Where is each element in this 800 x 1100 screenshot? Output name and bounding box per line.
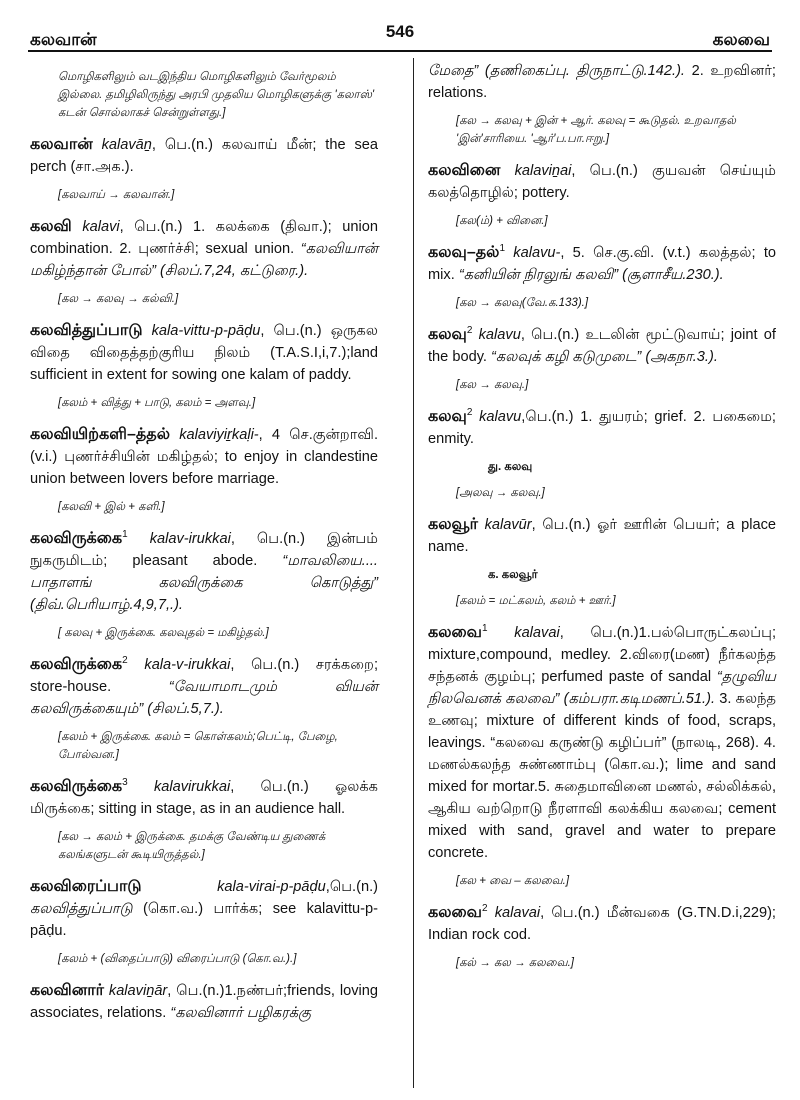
entry-definition: , பெ.(n.) ஓலக்க மிருக்கை; sitting in stage, as in an audience hall. <box>30 779 378 817</box>
headword: கலவு <box>428 326 467 343</box>
entry-definition-cont: (கொ.வ.) பார்க்க; see kalavittu-p-pāḍu. <box>30 901 378 939</box>
headword: கலவிரைப்பாடு <box>30 878 142 895</box>
etymology-note: [கலம் = மட்கலம், கலம் + ஊர்.] <box>456 595 616 607</box>
dictionary-entry <box>428 622 776 864</box>
headword: கலவூர் <box>428 516 478 533</box>
transliteration: kalavūr <box>484 517 532 533</box>
transliteration: kalavai <box>494 905 541 921</box>
etymology-note: [கல(ம்) + வினை.] <box>456 215 548 227</box>
entry-definition: , பெ.(n.) ஒருகல விதை விதைத்தற்குரிய நிலம் (T.A.S.I,i,7.);land sufficient in extent for sowing one kalam of paddy. <box>30 323 378 383</box>
entry-definition: , பெ.(n.) கலவாய் மீன்; the sea perch (சா.அக.). <box>30 137 378 175</box>
entry-citation: மேதை” (தணிகைப்பு. திருநாட்டு.142.). <box>428 63 685 79</box>
etymology-note: [ கலவு + இருக்கை. கலவுதல் = மகிழ்தல்.] <box>58 627 269 639</box>
dictionary-entry <box>30 424 378 490</box>
headword-superscript: 1 <box>499 243 505 255</box>
transliteration: kalavāṉ <box>101 137 152 153</box>
transliteration: kala-vittu-p-pāḍu <box>151 323 261 339</box>
dictionary-entry <box>30 654 378 720</box>
entry-definition: , பெ.(n.) குயவன் செய்யும் கலத்தொழில்; pottery. <box>428 163 776 201</box>
etymology-note: [கலவி + இல் + களி.] <box>58 501 165 513</box>
headword-superscript: 2 <box>466 407 473 419</box>
transliteration: kalavi <box>82 219 120 235</box>
headword-superscript: 2 <box>466 325 473 337</box>
dictionary-entry <box>428 60 776 104</box>
headword: கலவான் <box>30 136 93 153</box>
entry-definition-cont: 2. உறவினர்; relations. <box>428 63 776 101</box>
dictionary-entry <box>30 134 378 178</box>
headword: கலவை <box>428 624 482 641</box>
headword: கலவிருக்கை <box>30 656 123 673</box>
dictionary-entry <box>428 514 776 558</box>
headword: கலவியிற்களி–த்தல் <box>30 426 170 443</box>
entry-citation: “வேயாமாடமும் வியன் கலவிருக்கையும்” (சிலப்.5,7.). <box>30 679 378 717</box>
entry-definition: , 5. செ.கு.வி. (v.t.) கலத்தல்; to mix. <box>428 245 776 283</box>
transliteration: kalavirukkai <box>153 779 231 795</box>
dictionary-entry <box>30 216 378 282</box>
entry-definition-cont: 3. கலந்த உணவு; mixture of different kinds of food, scraps, leavings. “கலவை கருண்டு கழிப்பர்” (நாலடி, 268). 4. மணல்கலந்த சுண்ணாம்பு (கொ.வ.); lime and sand mixed for mortar.5. சுதைமாவினை மணல், சல்லிக்கல், ஆகிய வற்றொடு நீரளாவி கலக்கிய கலவை; cement mixed with sand, gravel and water to prepare concrete. <box>428 691 776 861</box>
entry-citation: “கலவுக் கழி கடுமுடை” (அகநா.3.). <box>491 349 718 365</box>
transliteration: kalav-irukkai <box>149 531 231 547</box>
etymology-note: [கலவாய் → கலவான்.] <box>58 189 175 201</box>
entry-citation: “கலவியான் மகிழ்ந்தான் போல்” (சிலப்.7,24, கட்டுரை.). <box>30 241 378 279</box>
transliteration: kala-virai-p-pāḍu <box>217 879 326 895</box>
cognate-form: க. கலவூர் <box>488 569 538 581</box>
entry-definition: , பெ.(n.)1.நண்பர்;friends, loving associates, relations. <box>30 983 378 1021</box>
column-divider <box>413 58 414 1088</box>
transliteration: kalavai <box>514 625 560 641</box>
headword: கலவினை <box>428 162 501 179</box>
dictionary-entry <box>30 776 378 820</box>
dictionary-entry <box>428 160 776 204</box>
transliteration: kalavu- <box>513 245 561 261</box>
headword-superscript: 1 <box>481 623 488 635</box>
dictionary-entry <box>30 980 378 1024</box>
headword: கலவிருக்கை <box>30 778 123 795</box>
etymology-note: [கலம் + (விதைப்பாடு) விரைப்பாடு (கொ.வ.).] <box>58 953 297 965</box>
entry-definition: , பெ.(n.) ஓர் ஊரின் பெயர்; a place name. <box>428 517 777 555</box>
transliteration: kalavu <box>479 409 522 425</box>
headword: கலவினார் <box>30 982 104 999</box>
etymology-note: [கல → கலவு → கல்வி.] <box>58 293 179 305</box>
headword-superscript: 3 <box>122 777 128 789</box>
headword-superscript: 1 <box>122 529 128 541</box>
left-column <box>30 60 378 1028</box>
headword: கலவு–தல் <box>428 244 500 261</box>
running-head-left: கலவான் <box>30 30 97 49</box>
entry-definition: , பெ.(n.) சரக்கறை; store-house. <box>30 657 378 695</box>
entry-definition: , பெ.(n.) இன்பம் நுகருமிடம்; pleasant abode. <box>30 531 378 569</box>
entry-definition: ,பெ.(n.) <box>325 879 378 895</box>
entry-citation: “மாவலியை.... பாதாளங் கலவிருக்கை கொடுத்து” (திவ்.பெரியாழ்.4,9,7,.). <box>30 553 378 613</box>
etymology-note: மொழிகளிலும் வடஇந்திய மொழிகளிலும் வேர்மூலம் இல்லை. தமிழிலிருந்து அரபி முதலிய மொழிகளுக்கு 'கலாஸ்' கடன் சொல்லாகச் சென்றுள்ளது.] <box>58 71 375 119</box>
entry-citation: “தழுவிய நிலவெனக் கலவை” (கம்பரா.கடிமணப்.51.). <box>428 669 776 707</box>
cognate-form: து. கலவு <box>488 461 533 473</box>
headword-superscript: 2 <box>481 903 488 915</box>
running-head-right: கலவை <box>712 30 770 49</box>
headword: கலவிருக்கை <box>30 530 123 547</box>
dictionary-entry <box>428 406 776 450</box>
transliteration: kalaviyiṟkaḷi- <box>179 427 259 443</box>
etymology-note: [கல → கலவு + இன் + ஆர். கலவு = கூடுதல். உறவாதல் 'இன்'சாரியை. 'ஆர்'ப.பா.ஈறு.] <box>456 115 736 145</box>
dictionary-entry <box>428 242 776 286</box>
page-number: 546 <box>385 22 415 41</box>
headword: கலவி <box>30 218 72 235</box>
right-column <box>428 60 776 984</box>
transliteration: kalavu <box>478 327 521 343</box>
transliteration: kala-v-irukkai <box>144 657 231 673</box>
headword-superscript: 2 <box>122 655 128 667</box>
etymology-note: [கல + வை – கலவை.] <box>456 875 570 887</box>
dictionary-entry <box>30 528 378 616</box>
etymology-note: [கல → கலவு(வே.க.133).] <box>456 297 589 309</box>
dictionary-entry <box>30 320 378 386</box>
etymology-note: [அலவு → கலவு.] <box>456 487 545 499</box>
headword: கலவை <box>428 904 482 921</box>
dictionary-entry <box>428 902 776 946</box>
entry-citation: “கலவினார் பழிகரக்கு <box>170 1005 312 1021</box>
etymology-note: [கலம் + இருக்கை. கலம் = கொள்கலம்;பெட்டி, பேழை, போல்வன.] <box>58 731 338 761</box>
page-header <box>28 20 772 52</box>
etymology-note: [கல → கலவு.] <box>456 379 529 391</box>
entry-definition: , பெ.(n.) உடலின் மூட்டுவாய்; joint of the body. <box>428 327 776 365</box>
transliteration: kalaviṉai <box>514 163 572 179</box>
entry-definition: ,பெ.(n.) 1. துயரம்; grief. 2. பகைமை; enmity. <box>428 409 776 447</box>
headword: கலவித்துப்பாடு <box>30 322 143 339</box>
entry-definition: , 4 செ.குன்றாவி.(v.i.) புணர்ச்சியின் மகிழ்தல்; to enjoy in clandestine union between lovers before marriage. <box>30 427 378 487</box>
dictionary-entry <box>30 876 378 942</box>
etymology-note: [கல → கலம் + இருக்கை. தமக்கு வேண்டிய துணைக் கலங்களுடன் கூடியிருத்தல்.] <box>58 831 326 861</box>
entry-citation: “கனியின் நிரலுங் கலவி” (சூளாசீய.230.). <box>458 267 724 283</box>
headword: கலவு <box>428 408 467 425</box>
entry-citation: கலவித்துப்பாடு <box>30 901 133 917</box>
entry-definition: , பெ.(n.)1.பல்பொருட்கலப்பு; mixture,compound, medley. 2.விரை(மண) நீர்கலந்த சந்தனக் குழம்பு; perfumed paste of sandal <box>428 625 776 685</box>
etymology-note: [கல் → கல → கலவை.] <box>456 957 574 969</box>
entry-definition: , பெ.(n.) மீன்வகை (G.TN.D.i,229); Indian rock cod. <box>428 905 776 943</box>
etymology-note: [கலம் + வித்து + பாடு, கலம் = அளவு.] <box>58 397 256 409</box>
transliteration: kalaviṉār <box>108 983 168 999</box>
dictionary-entry <box>428 324 776 368</box>
entry-definition: , பெ.(n.) 1. கலக்கை (திவா.); union combination. 2. புணர்ச்சி; sexual union. <box>30 219 378 257</box>
